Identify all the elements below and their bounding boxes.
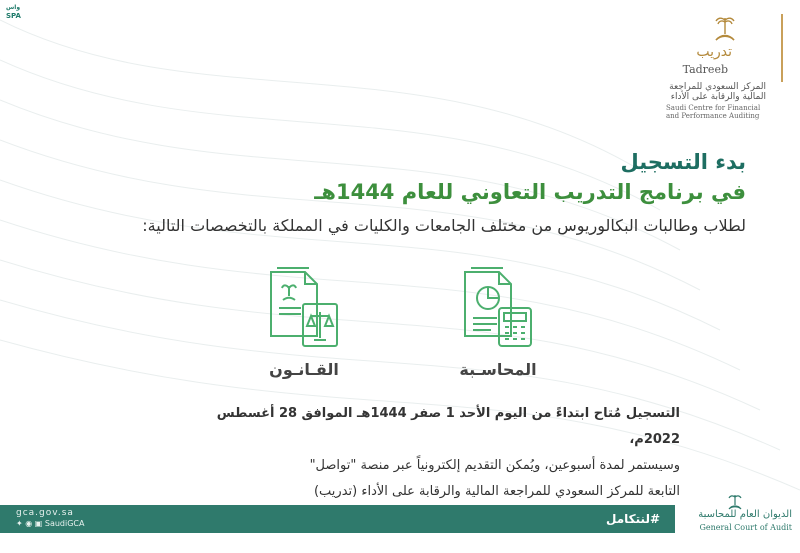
footer-hashtag[interactable]: #لنتكامل <box>606 512 660 526</box>
gca-english-name: General Court of Audit <box>699 523 792 532</box>
footer <box>0 505 800 553</box>
social-icons: ✦ ◉ ▣ <box>16 519 45 528</box>
footer-social[interactable] <box>16 519 84 528</box>
specialty-law-label: القـانـون <box>269 360 339 379</box>
headline-subtitle: لطلاب وطالبات البكالوريوس من مختلف الجامعات والكليات في المملكة بالتخصصات التالية: <box>142 216 746 235</box>
logo-arabic-word: تدريب <box>696 44 732 60</box>
footer-website[interactable]: gca.gov.sa <box>16 508 74 518</box>
gca-arabic-name: الديوان العام للمحاسبة <box>698 509 792 520</box>
specialty-law <box>244 264 364 379</box>
registration-duration-line: وسيستمر لمدة أسبوعين، ويُمكن التقديم إلكترونياً عبر منصة "تواصل" <box>309 458 680 473</box>
logo-divider <box>781 14 783 82</box>
specialty-accounting <box>438 264 558 379</box>
headline-program: في برنامج التدريب التعاوني للعام 1444هـ <box>314 180 746 204</box>
logo-english-subtitle: Saudi Centre for Financial and Performance Auditing <box>666 104 761 120</box>
footer-bar <box>0 505 675 533</box>
tadreeb-logo <box>664 14 790 134</box>
registration-platform-line: التابعة للمركز السعودي للمراجعة المالية والرقابة على الأداء (تدريب) <box>313 484 680 499</box>
law-document-scales-icon <box>261 264 347 350</box>
social-handle: SaudiGCA <box>44 519 85 528</box>
headline-registration: بدء التسجيل <box>620 150 746 174</box>
registration-date-line: التسجيل مُتاح ابتداءً من اليوم الأحد 1 صفر 1444هـ الموافق 28 أغسطس 2022م، <box>216 406 680 447</box>
accounting-document-calculator-icon <box>455 264 541 350</box>
logo-arabic-subtitle: المركز السعودي للمراجعة المالية والرقابة على الأداء <box>669 82 766 102</box>
source-mark: واس SPA <box>6 4 21 20</box>
specialty-accounting-label: المحاسـبة <box>459 360 537 379</box>
gca-logo <box>690 493 800 541</box>
palm-swords-icon <box>710 14 740 44</box>
logo-english-word: Tadreeb <box>682 63 728 76</box>
registration-details <box>210 401 680 505</box>
